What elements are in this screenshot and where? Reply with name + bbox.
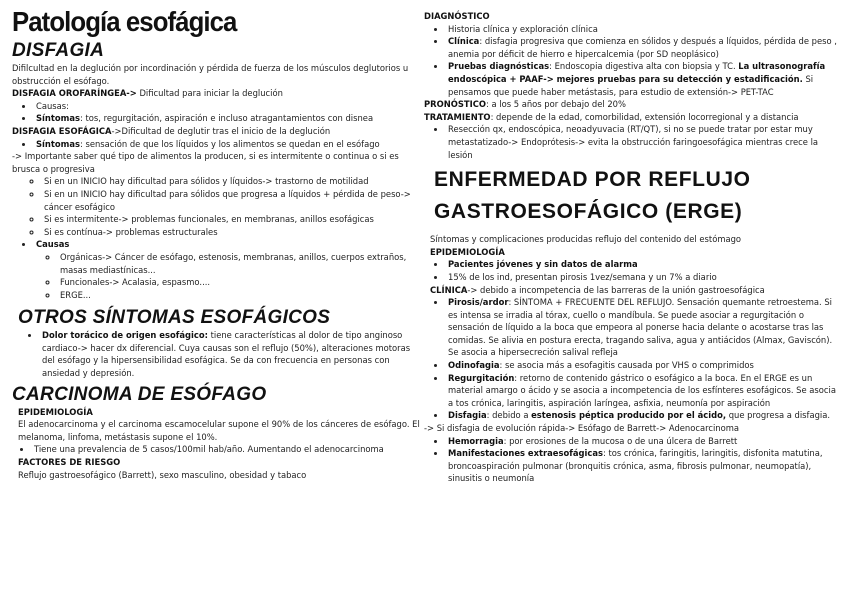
erge-clinica-text: -> debido a incompetencia de las barreras de la unión gastroesofágica (467, 284, 765, 295)
disfagia-esofagica (12, 125, 422, 138)
page-title: Patología esofágica (12, 6, 237, 37)
erge-body (424, 233, 842, 422)
list-item: ◦ ERGE... (58, 289, 422, 302)
importante-note: -> Importante saber qué tipo de alimentos la producen, si es intermitente o continua o si es brusca o progresiva (12, 151, 399, 174)
carcinoma-heading: CARCINOMA DE ESÓFAGO (12, 383, 267, 405)
pruebas-text: : Endoscopia digestiva alta con biopsia y TC. (549, 61, 739, 72)
list-item (446, 258, 842, 271)
oro-causas-text: Causas: (36, 100, 69, 111)
estenosis-bold: estenosis péptica producido por el ácido, (531, 410, 727, 421)
disfagia-heading: DISFAGIA (12, 40, 105, 61)
pirosis-label: Pirosis/ardor (448, 297, 509, 308)
carcinoma-epi-text: El adenocarcinoma y el carcinoma escamocelular supone el 90% de los cánceres de esófago. El melanoma, linfoma, metástasis supone el 10%. (18, 419, 420, 442)
otros-list (12, 329, 422, 379)
otros-sintomas-heading: OTROS SÍNTOMAS ESOFÁGICOS (18, 307, 331, 329)
dolor-toracico-text: tiene características al dolor de tipo anginoso cardiaco-> hacer dx diferencial. Cuya causas son el reflujo (50%), alteraciones motoras del esófago y la hipersensibilidad esofágica. Se da con frecuencia en personas con ansiedad y depresión. (42, 330, 411, 379)
carcinoma-epi-list (18, 443, 422, 456)
orofaringea-list (12, 100, 422, 125)
tratamiento-label: TRATAMIENTO (424, 111, 491, 122)
clinica-text: : disfagia progresiva que comienza en sólidos y después a líquidos, pérdida de peso , anemia por déficit de hierro e hipercalcemia (por SD neoplásico) (448, 36, 837, 59)
dolor-toracico-label: Dolor torácico de origen esofágico: (42, 330, 208, 341)
list-item: • Tiene una prevalencia de 5 casos/100mil hab/año. Aumentando el adenocarcinoma (32, 443, 422, 456)
pruebas-label: Pruebas diagnósticas (448, 61, 550, 72)
historia-text: Historia clínica y exploración clínica (448, 23, 598, 34)
factores-label: FACTORES DE RIESGO (18, 457, 121, 468)
list-item: ◦ Si en un INICIO hay dificultad para sólidos y líquidos-> trastorno de motilidad (42, 175, 422, 188)
list-item (34, 138, 422, 151)
eso-sintomas-label: Síntomas (36, 138, 80, 149)
eso-sintomas-text: : sensación de que los líquidos y los alimentos se quedan en el esófago (80, 138, 380, 149)
esofagica-label: DISFAGIA ESOFÁGICA (12, 125, 112, 136)
tratamiento-list (424, 123, 842, 161)
list-item (446, 23, 842, 36)
orofaringea-text: Dificultad para iniciar la deglución (136, 88, 283, 99)
erge-clinica-label: CLÍNICA (430, 284, 468, 295)
list-item (446, 409, 842, 422)
list-item (446, 372, 842, 410)
list-item (40, 329, 422, 379)
list-item (446, 435, 842, 448)
esofagica-text: ->Dificultad de deglutir tras el inicio de la deglución (111, 125, 331, 136)
extraesofagicas-label: Manifestaciones extraesofágicas (448, 448, 603, 459)
odinofagia-text: : se asocia más a esofagitis causada por VHS o comprimidos (499, 360, 754, 371)
erge-heading-line1: ENFERMEDAD POR REFLUJO (434, 168, 751, 192)
list-item: ◦ Si en un INICIO hay dificultad para sólidos que progresa a líquidos + pérdida de peso-> cáncer esofágico (42, 188, 422, 213)
hemorragia-label: Hemorragia (448, 435, 504, 446)
list-item: ◦ Si es intermitente-> problemas funcionales, en membranas, anillos esofágicas (42, 213, 422, 226)
list-item (446, 296, 842, 359)
pronostico-text: : a los 5 años por debajo del 20% (485, 99, 626, 110)
pirosis-stat-text: 15% de los ind, presentan pirosis 1vez/semana y un 7% a diario (448, 271, 717, 282)
erge-clinica-list (430, 296, 842, 422)
list-item (446, 35, 842, 60)
list-item: ◦ Funcionales-> Acalasia, espasmo.... (58, 276, 422, 289)
oro-sintomas-label: Síntomas (36, 113, 80, 124)
pruebas-bold: La ultrasonografía endoscópica + PAAF-> mejores pruebas para su detección y estadificación. (448, 61, 826, 84)
extraesofagicas-text: : tos crónica, faringitis, laringitis, disfonita matutina, broncoaspiración pulmonar (bronquitis crónica, asma, fibrosis pulmonar, neumopatía), sinusitis o neumonía (448, 448, 823, 484)
odinofagia-label: Odinofagia (448, 360, 500, 371)
disfagia-erge-text: : debido a (486, 410, 532, 421)
diagnostico-list (424, 23, 842, 99)
regurgitacion-label: Regurgitación (448, 372, 515, 383)
barrett-note: -> Si disfagia de evolución rápida-> Esófago de Barrett-> Adenocarcinoma (424, 423, 740, 434)
causas-label: Causas (36, 239, 70, 250)
list-item (446, 271, 842, 284)
tratamiento-text: : depende de la edad, comorbilidad, extensión locorregional y a distancia (490, 111, 799, 122)
jovenes-label: Pacientes jóvenes y sin datos de alarma (448, 259, 638, 270)
list-item: ◦ Orgánicas-> Cáncer de esófago, estenosis, membranas, anillos, cuerpos extraños, masas mediastínicas... (58, 251, 422, 276)
tratamiento (424, 111, 842, 124)
list-item (446, 359, 842, 372)
list-item (446, 447, 842, 485)
disfagia-intro: Difilcultad en la deglución por incordinación y pérdida de fuerza de los músculos deglutorios u obstrucción el esófago. (12, 63, 409, 86)
diagnostico-heading: DIAGNÓSTICO (424, 11, 490, 21)
disfagia-erge-label: Disfagia (448, 410, 487, 421)
list-item (34, 100, 422, 113)
list-item: • Resección qx, endoscópica, neoadyuvacia (RT/QT), si no se puede tratar por estar muy metastatizado-> Endoprótesis-> evita la obstrucción faringoesofágica mientras crece la lesión (446, 123, 842, 161)
disfagia-erge-tail: que progresa a disfagia. (726, 410, 831, 421)
list-item (34, 238, 422, 301)
pirosis-text: : SÍNTOMA + FRECUENTE DEL REFLUJO. Sensación quemante retroestema. Si es intensa se irradia al tórax, cuello o mandíbula. Se puede asociar a regurgitación o sensación de líquido a la boca que empeora al ponerse hacia delante o acostarse tras las comidas. Se alivia en postura erecta, tragando saliva, agua y antiácidos (Almax, Gaviscón). Se asocia a hipersecreción salival refleja (448, 297, 833, 358)
inicio-list (12, 175, 422, 238)
clinica-label: Clínica (448, 36, 480, 47)
left-column (12, 6, 422, 481)
erge-clinica (430, 284, 842, 297)
causas-sublist (36, 251, 422, 301)
carcinoma-epi-label: EPIDEMIOLOGÍA (18, 406, 93, 417)
hemorragia-text: : por erosiones de la mucosa o de una úlcera de Barrett (503, 435, 738, 446)
list-item: ◦ Si es contínua-> problemas estructurales (42, 226, 422, 239)
right-column (424, 10, 842, 485)
pronostico (424, 98, 842, 111)
list-item (34, 112, 422, 125)
factores-text: Reflujo gastroesofágico (Barrett), sexo masculino, obesidad y tabaco (18, 469, 307, 480)
pronostico-label: PRONÓSTICO (424, 99, 486, 110)
esofagica-list (12, 138, 422, 151)
oro-sintomas-text: : tos, regurgitación, aspiración e incluso atragantamientos con disnea (80, 113, 374, 124)
erge-epi-list (430, 258, 842, 283)
erge-epi-label: EPIDEMIOLOGÍA (430, 246, 505, 257)
erge-final-list (424, 435, 842, 485)
regurgitacion-text: : retorno de contenido gástrico o esofágico a la boca. En el ERGE es un material amargo o ácido y se asocia a incompetencia de los esfínteres esofágicos. Se asocia a tos crónica, laringitis, aspiración laríngea, asfixia, neumonía por aspiración (448, 372, 836, 408)
disfagia-orofaringea (12, 87, 422, 100)
causas-list (12, 238, 422, 301)
pruebas-tail: Si pensamos que puede haber metástasis, para estudio de extensión-> PET-TAC (448, 73, 814, 97)
carcinoma-body (12, 406, 422, 482)
erge-heading-line2: GASTROESOFÁGICO (ERGE) (434, 200, 743, 224)
list-item (446, 60, 842, 98)
erge-intro: Síntomas y complicaciones producidas reflujo del contenido del estómago (430, 234, 742, 245)
orofaringea-label: DISFAGIA OROFARÍNGEA-> (12, 88, 137, 99)
